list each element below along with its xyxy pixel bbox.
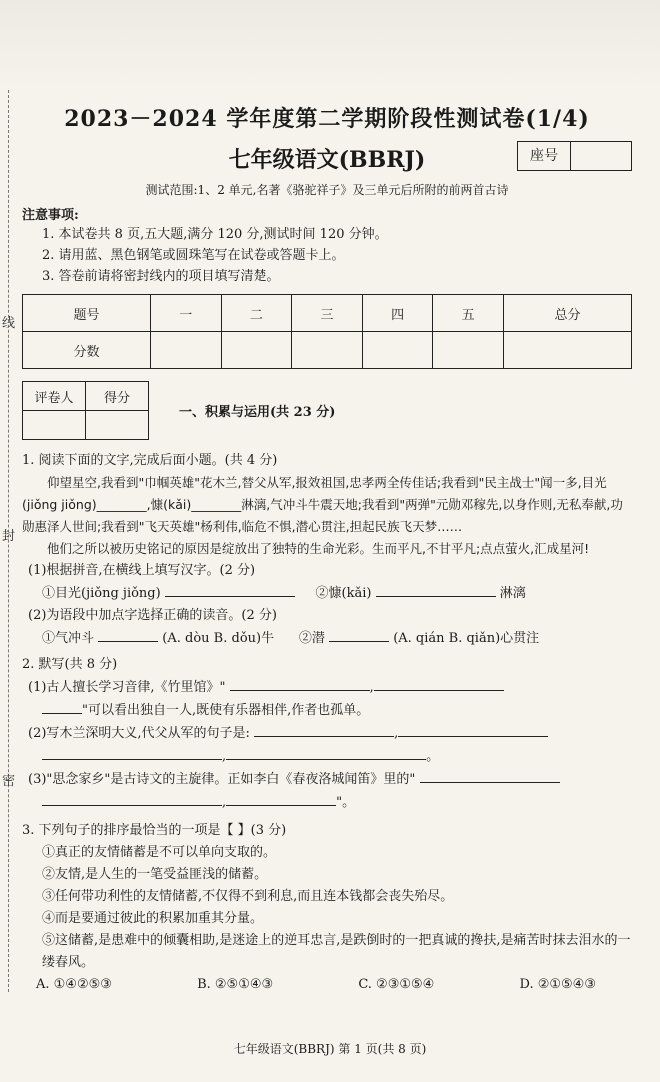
section-title: 一、积累与运用(共 23 分) — [179, 405, 336, 420]
question-3 — [22, 820, 632, 996]
reading-paragraph: 他们之所以被历史铭记的原因是绽放出了独特的生命光彩。生而平凡,不甘平凡;点点萤火,汇成星河! — [47, 541, 590, 556]
seal-char-2: 封 — [2, 529, 16, 544]
score-cell[interactable] — [433, 332, 504, 369]
seal-char-1: 线 — [2, 316, 16, 331]
sub-question-text: (3)"思念家乡"是古诗文的主旋律。正如李白《春夜洛城闻笛》里的" — [28, 772, 416, 787]
seat-input[interactable] — [571, 142, 631, 170]
page-title: 2023－2024 学年度第二学期阶段性测试卷(1/4) — [64, 106, 590, 132]
answer-blank[interactable] — [420, 768, 560, 783]
score-input[interactable] — [86, 411, 149, 440]
sentence-item: ④而是要通过彼此的积累加重其分量。 — [42, 911, 264, 926]
sub-question: (1)古人擅长学习音律,《竹里馆》" , — [28, 676, 632, 699]
score-table-row — [23, 332, 632, 369]
option-c[interactable]: C. ②③①⑤④ — [358, 977, 435, 992]
header-cell: 五 — [433, 295, 504, 332]
grader-row — [22, 381, 632, 440]
header-cell: 一 — [150, 295, 221, 332]
answer-blank[interactable] — [98, 627, 158, 642]
item-tail: 淋漓 — [499, 586, 526, 601]
score-cell[interactable] — [150, 332, 221, 369]
answer-blank[interactable] — [329, 627, 389, 642]
note-item: 3. 答卷前请将密封线内的项目填写清楚。 — [42, 269, 280, 284]
answer-blank[interactable] — [254, 722, 394, 737]
score-table — [22, 294, 632, 369]
answer-blank[interactable] — [226, 745, 426, 760]
question-stem: 2. 默写(共 8 分) — [22, 657, 118, 672]
sentence-item: ②友情,是人生的一笔受益匪浅的储蓄。 — [42, 867, 268, 882]
seat-label: 座号 — [518, 142, 571, 170]
row-label: 分数 — [23, 332, 151, 369]
seat-number-box — [517, 141, 632, 171]
score-cell[interactable] — [362, 332, 433, 369]
grader-input[interactable] — [23, 411, 86, 440]
item-label: ①气冲斗 — [42, 631, 95, 646]
header-cell: 四 — [362, 295, 433, 332]
note-item: 2. 请用蓝、黑色钢笔或圆珠笔写在试卷或答题卡上。 — [42, 248, 345, 263]
sub-question: (1)根据拼音,在横线上填写汉字。(2 分) — [28, 563, 256, 578]
header-cell: 题号 — [23, 295, 151, 332]
answer-blank[interactable] — [165, 582, 295, 597]
item-options: (A. dòu B. dǒu)牛 — [162, 631, 275, 646]
grader-table — [22, 381, 149, 440]
seal-char-3: 密 — [2, 774, 16, 789]
score-cell[interactable] — [292, 332, 363, 369]
sentence-item: ③任何带功利性的友情储蓄,不仅得不到利息,而且连本钱都会丧失殆尽。 — [42, 889, 454, 904]
top-bleed-area — [0, 0, 660, 90]
sub-question-text: (1)古人擅长学习音律,《竹里馆》" — [28, 680, 226, 695]
score-cell[interactable] — [221, 332, 292, 369]
question-stem: 3. 下列句子的排序最恰当的一项是【 】(3 分) — [22, 823, 287, 838]
item-options: (A. qián B. qiǎn)心贯注 — [393, 631, 540, 646]
sentence-item: ①真正的友情储蓄是不可以单向支取的。 — [42, 845, 277, 860]
sub-question-text: 。 — [342, 795, 356, 810]
answer-line — [42, 582, 632, 605]
sub-question: (2)写木兰深明大义,代父从军的句子是: , — [28, 722, 632, 745]
header-cell: 总分 — [503, 295, 631, 332]
answer-blank[interactable] — [374, 676, 504, 691]
sub-question-cont: , 。 — [42, 745, 632, 768]
test-scope: 测试范围:1、2 单元,名著《骆驼祥子》及三单元后所附的前两首古诗 — [145, 183, 509, 197]
reading-paragraph: 仰望星空,我看到"巾帼英雄"花木兰,替父从军,报效祖国,忠孝两全传佳话;我看到"民主战士"闻一多,目光(jiǒng jiǒng)________,慷(kǎi)________淋漓,气冲斗牛震天地;我看到"两弹"元勋邓稼先,以身作则,无私奉献,功勋惠泽人世间;我看到"飞天英雄"杨利伟,临危不惧,潜心贯注,担起民族飞天梦…… — [22, 475, 623, 534]
answer-options — [36, 974, 596, 996]
answer-blank[interactable] — [226, 791, 336, 806]
sub-question — [28, 768, 632, 791]
exam-content — [22, 102, 632, 996]
sub-question-cont — [42, 699, 632, 722]
option-d[interactable]: D. ②①⑤④③ — [519, 977, 596, 992]
sub-question: (2)为语段中加点字选择正确的读音。(2 分) — [28, 608, 277, 623]
answer-blank[interactable] — [42, 745, 222, 760]
header-cell: 二 — [221, 295, 292, 332]
question-stem: 1. 阅读下面的文字,完成后面小题。(共 4 分) — [22, 453, 278, 468]
item-label: ②慷(kǎi) — [315, 586, 372, 601]
grader-label: 评卷人 — [23, 382, 86, 411]
notes-title: 注意事项: — [22, 208, 79, 223]
sub-question-text: "可以看出独自一人,既使有乐器相伴,作者也孤单。 — [82, 703, 370, 718]
answer-blank[interactable] — [42, 699, 82, 714]
answer-blank[interactable] — [230, 676, 370, 691]
score-label: 得分 — [86, 382, 149, 411]
sentence-item: ⑤这储蓄,是患难中的倾囊相助,是迷途上的逆耳忠言,是跌倒时的一把真诚的搀扶,是痛苦时抹去泪水的一缕春风。 — [42, 933, 631, 970]
answer-blank[interactable] — [376, 582, 496, 597]
subtitle-row — [22, 139, 632, 179]
item-label: ②潜 — [298, 631, 325, 646]
question-2 — [22, 654, 632, 814]
header-cell: 三 — [292, 295, 363, 332]
option-b[interactable]: B. ②⑤①④③ — [197, 977, 274, 992]
score-table-header-row — [23, 295, 632, 332]
sub-question-text: (2)写木兰深明大义,代父从军的句子是: — [28, 726, 250, 741]
question-1 — [22, 450, 632, 650]
subject-title: 七年级语文(BBRJ) — [228, 147, 426, 173]
answer-blank[interactable] — [42, 791, 222, 806]
answer-blank[interactable] — [398, 722, 548, 737]
page-footer: 七年级语文(BBRJ) 第 1 页(共 8 页) — [233, 1042, 427, 1056]
option-a[interactable]: A. ①④②⑤③ — [36, 977, 112, 992]
score-cell[interactable] — [503, 332, 631, 369]
sub-question-cont: , "。 — [42, 791, 632, 814]
item-label: ①目光(jiǒng jiǒng) — [42, 586, 161, 601]
note-item: 1. 本试卷共 8 页,五大题,满分 120 分,测试时间 120 分钟。 — [42, 227, 388, 242]
answer-line — [42, 627, 632, 650]
